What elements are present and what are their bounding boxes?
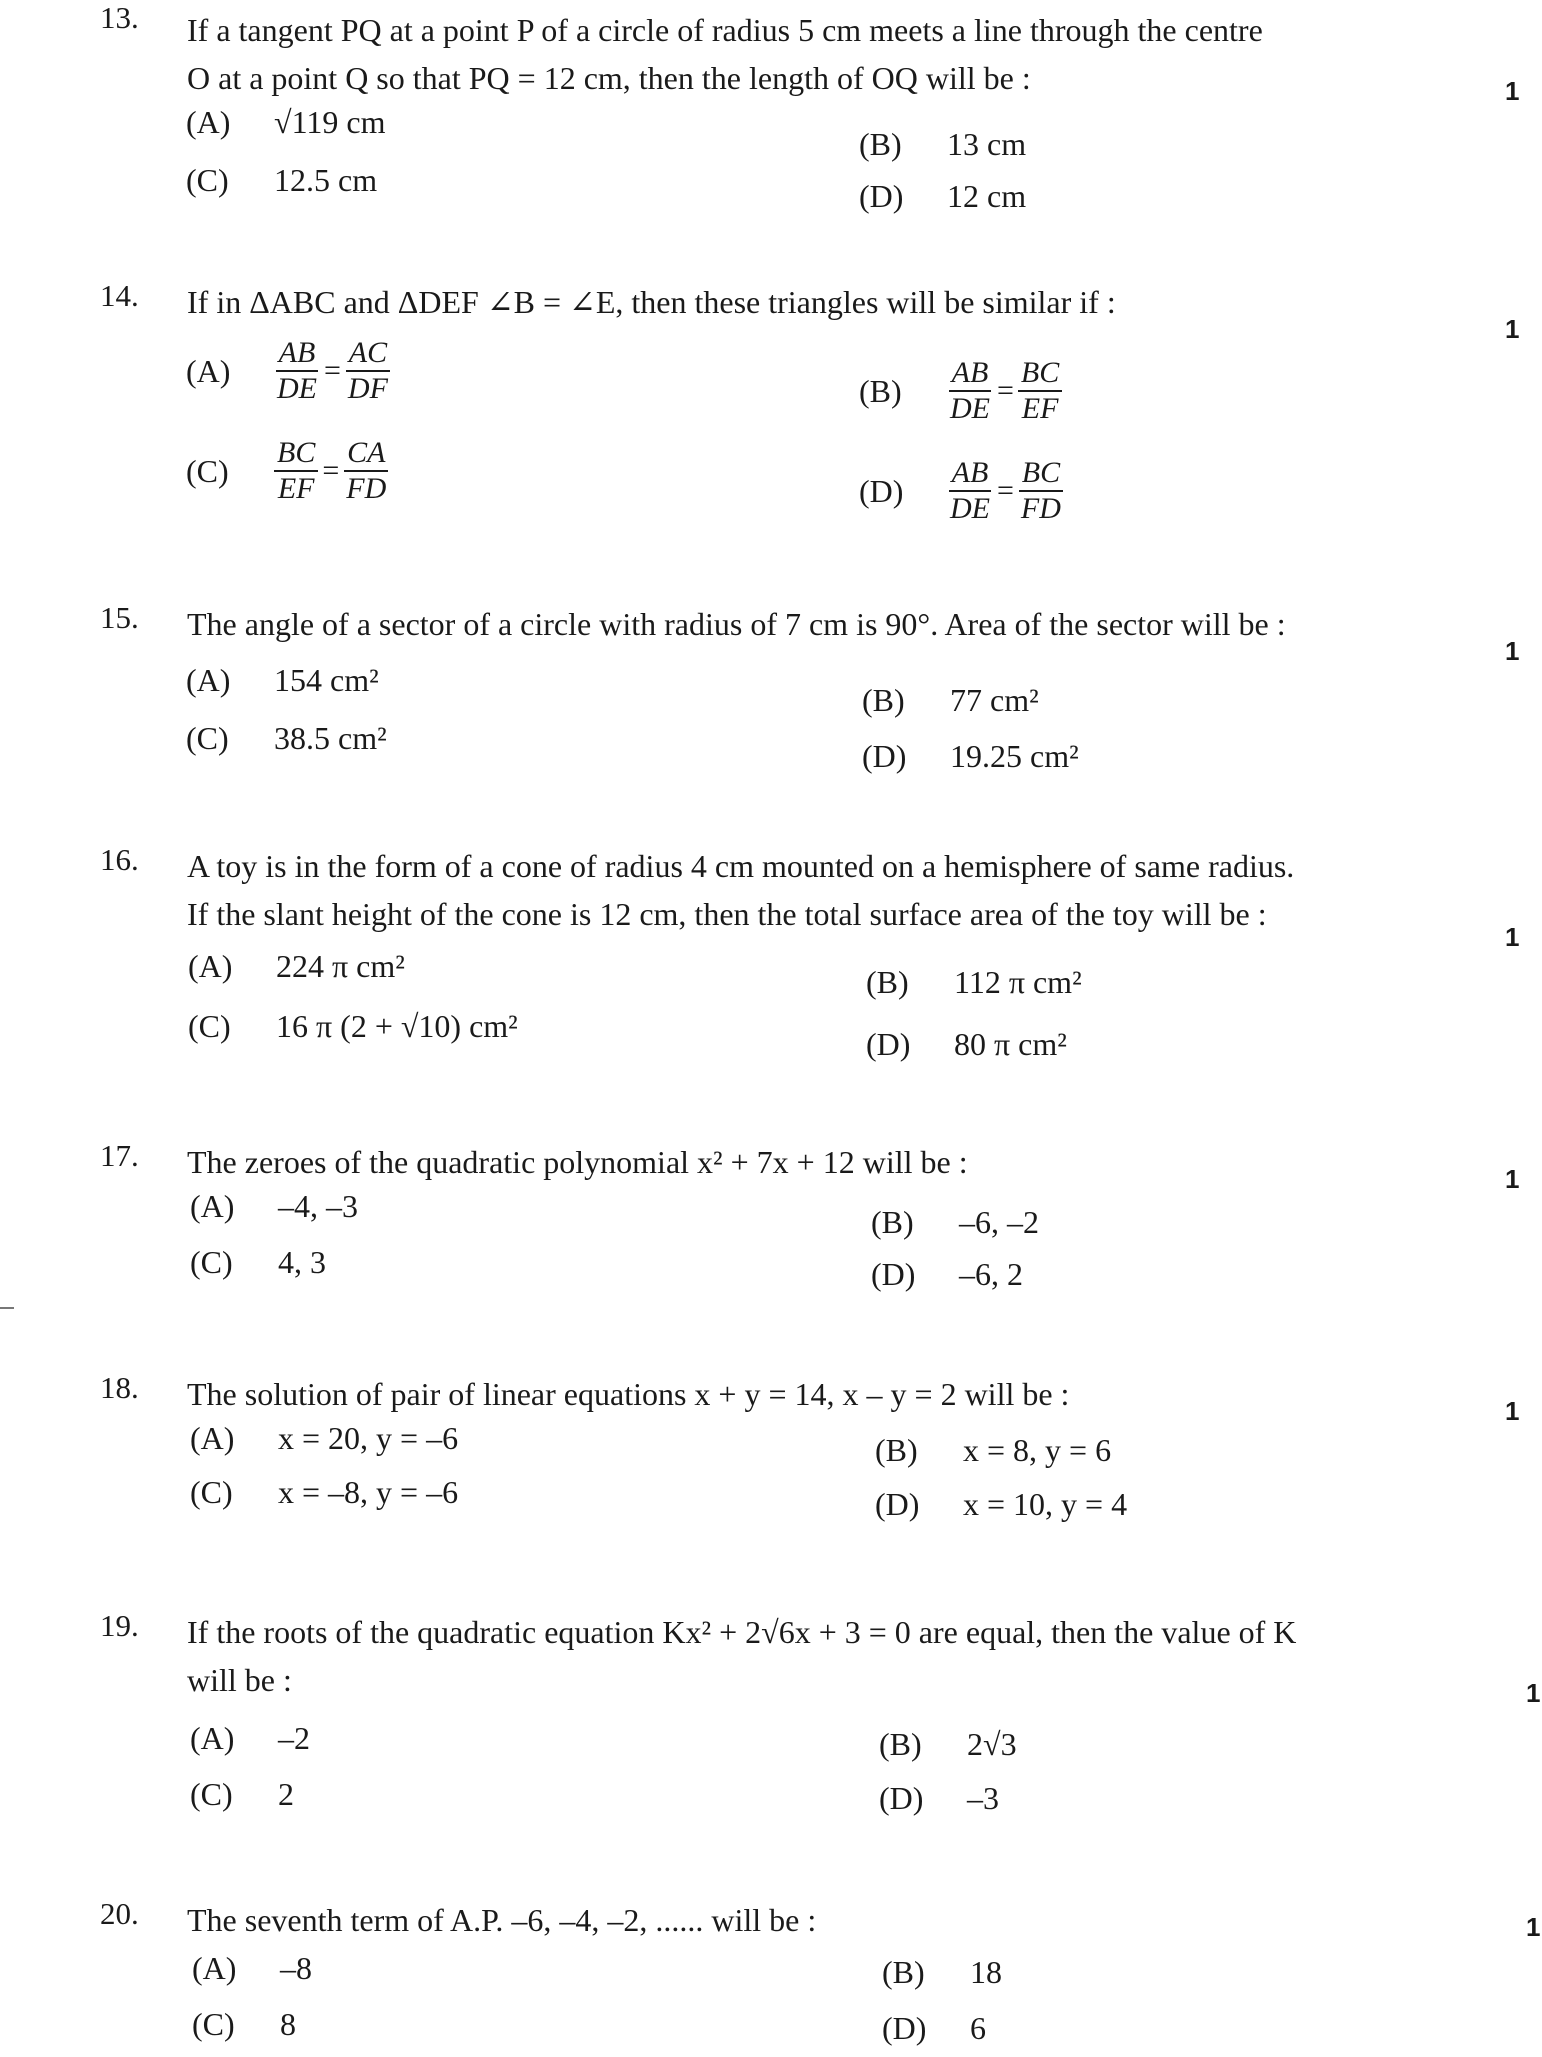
option-value: 77 cm²	[950, 682, 1039, 718]
option-value: 12 cm	[947, 178, 1027, 214]
option-label: (B)	[859, 372, 902, 409]
option-d	[875, 1486, 1127, 1523]
question-text-line: The seventh term of A.P. –6, –4, –2, ...... will be :	[187, 1902, 817, 1938]
option-value: 80 π cm²	[954, 1026, 1067, 1062]
question-text-line: If in ΔABC and ΔDEF ∠B = ∠E, then these triangles will be similar if :	[187, 284, 1116, 320]
option-a	[186, 336, 391, 406]
option-a	[186, 662, 379, 699]
fraction	[274, 336, 320, 406]
option-value: –6, –2	[959, 1204, 1039, 1240]
option-value: x = –8, y = –6	[278, 1474, 459, 1510]
question-number: 14.	[100, 278, 139, 313]
option-c	[190, 1474, 458, 1511]
option-d	[879, 1780, 999, 1817]
option-value: –3	[967, 1780, 999, 1816]
denominator: DE	[950, 392, 990, 425]
question-text-line: The zeroes of the quadratic polynomial x² + 7x + 12 will be :	[187, 1144, 968, 1180]
numerator: CA	[344, 436, 388, 472]
question-number: 16.	[100, 842, 139, 877]
denominator: DF	[347, 372, 388, 405]
option-a	[188, 948, 405, 985]
option-value: 12.5 cm	[274, 162, 378, 198]
option-label: (B)	[879, 1726, 922, 1762]
question-text	[187, 842, 1502, 938]
option-value: 16 π (2 + √10) cm²	[276, 1008, 518, 1044]
question-number: 20.	[100, 1896, 139, 1931]
option-value: x = 20, y = –6	[278, 1420, 459, 1456]
question-number: 18.	[100, 1370, 139, 1405]
option-label: (C)	[190, 1474, 233, 1510]
denominator: EF	[1021, 392, 1059, 425]
marks-badge: 1	[1526, 1678, 1541, 1708]
option-label: (A)	[186, 662, 231, 698]
question-number: 15.	[100, 600, 139, 635]
option-label: (B)	[866, 964, 909, 1000]
denominator: DE	[950, 492, 990, 525]
option-value: –6, 2	[959, 1256, 1023, 1292]
option-a	[190, 1188, 358, 1225]
option-label: (A)	[186, 352, 231, 389]
option-value: 224 π cm²	[276, 948, 405, 984]
question-text-line: If the slant height of the cone is 12 cm, then the total surface area of the toy will be :	[187, 896, 1267, 932]
option-c	[192, 2006, 296, 2043]
option-value: 38.5 cm²	[274, 720, 387, 756]
option-label: (C)	[188, 1008, 231, 1044]
option-value: 2	[278, 1776, 294, 1812]
option-c	[188, 1008, 518, 1045]
question-text	[187, 1370, 1502, 1418]
fraction	[1018, 456, 1064, 526]
option-a	[190, 1420, 458, 1457]
option-label: (B)	[871, 1204, 914, 1240]
question-number: 19.	[100, 1608, 139, 1643]
question-text-line: The angle of a sector of a circle with radius of 7 cm is 90°. Area of the sector will be :	[187, 606, 1286, 642]
numerator: AB	[949, 456, 992, 492]
fraction	[343, 436, 389, 506]
question-text-line: If a tangent PQ at a point P of a circle of radius 5 cm meets a line through the centre	[187, 12, 1263, 48]
option-c	[190, 1244, 326, 1281]
option-label: (D)	[866, 1026, 911, 1062]
option-value: –8	[280, 1950, 312, 1986]
marks-badge: 1	[1505, 76, 1520, 106]
option-label: (D)	[859, 178, 904, 214]
question-text	[187, 1608, 1502, 1704]
equals-sign: =	[997, 474, 1014, 507]
option-value: 112 π cm²	[954, 964, 1082, 1000]
option-value: √119 cm	[274, 104, 386, 140]
option-value: 19.25 cm²	[950, 738, 1079, 774]
marks-badge: 1	[1505, 1164, 1520, 1194]
option-a	[186, 104, 385, 141]
option-c	[190, 1776, 294, 1813]
option-d	[859, 178, 1026, 215]
fraction	[345, 336, 391, 406]
option-label: (B)	[862, 682, 905, 718]
option-value: 6	[970, 2010, 986, 2046]
option-label: (D)	[862, 738, 907, 774]
fraction	[947, 456, 993, 526]
marks-badge: 1	[1505, 1396, 1520, 1426]
option-d	[871, 1256, 1023, 1293]
option-value: 154 cm²	[274, 662, 379, 698]
option-value: 2√3	[967, 1726, 1017, 1762]
numerator: BC	[1018, 356, 1062, 392]
question-number: 17.	[100, 1138, 139, 1173]
marks-badge: 1	[1505, 314, 1520, 344]
denominator: FD	[1020, 492, 1061, 525]
numerator: BC	[1019, 456, 1063, 492]
option-label: (B)	[882, 1954, 925, 1990]
option-c	[186, 720, 387, 757]
option-label: (A)	[190, 1188, 235, 1224]
option-label: (A)	[190, 1720, 235, 1756]
option-c	[186, 436, 389, 506]
question-text-line: A toy is in the form of a cone of radius 4 cm mounted on a hemisphere of same radius.	[187, 848, 1295, 884]
scan-edge-mark	[0, 1307, 14, 1309]
option-label: (C)	[186, 720, 229, 756]
numerator: BC	[274, 436, 318, 472]
option-label: (A)	[192, 1950, 237, 1986]
option-value: 8	[280, 2006, 296, 2042]
option-d	[862, 738, 1079, 775]
option-label: (A)	[188, 948, 233, 984]
question-text	[187, 1896, 1502, 1944]
option-label: (C)	[190, 1776, 233, 1812]
option-label: (D)	[882, 2010, 927, 2046]
option-c	[186, 162, 377, 199]
marks-badge: 1	[1505, 636, 1520, 666]
equals-sign: =	[997, 374, 1014, 407]
question-text-line: O at a point Q so that PQ = 12 cm, then the length of OQ will be :	[187, 60, 1031, 96]
option-a	[190, 1720, 310, 1757]
option-a	[192, 1950, 312, 1987]
question-text	[187, 278, 1502, 326]
question-number: 13.	[100, 0, 139, 35]
fraction	[1018, 356, 1062, 426]
equals-sign: =	[322, 454, 340, 487]
equals-sign: =	[324, 354, 341, 387]
marks-badge: 1	[1505, 922, 1520, 952]
option-b	[875, 1432, 1111, 1469]
option-value: 18	[970, 1954, 1002, 1990]
option-label: (C)	[192, 2006, 235, 2042]
question-text-line: The solution of pair of linear equations x + y = 14, x – y = 2 will be :	[187, 1376, 1070, 1412]
option-b	[882, 1954, 1002, 1991]
option-b	[859, 356, 1062, 426]
option-label: (C)	[186, 162, 229, 198]
question-text	[187, 600, 1502, 648]
option-d	[866, 1026, 1067, 1063]
option-label: (C)	[190, 1244, 233, 1280]
option-b	[862, 682, 1039, 719]
option-label: (C)	[186, 452, 229, 489]
option-value: x = 10, y = 4	[963, 1486, 1128, 1522]
option-label: (D)	[875, 1486, 920, 1522]
numerator: AB	[276, 336, 319, 372]
option-d	[882, 2010, 986, 2047]
option-b	[871, 1204, 1039, 1241]
numerator: AC	[346, 336, 390, 372]
denominator: DE	[277, 372, 317, 405]
option-value: –4, –3	[278, 1188, 358, 1224]
fraction	[274, 436, 318, 506]
option-label: (D)	[859, 472, 904, 509]
option-label: (A)	[190, 1420, 235, 1456]
marks-badge: 1	[1526, 1912, 1541, 1942]
option-label: (A)	[186, 104, 231, 140]
option-value: 13 cm	[947, 126, 1027, 162]
denominator: EF	[277, 472, 315, 505]
option-label: (D)	[871, 1256, 916, 1292]
option-value: x = 8, y = 6	[963, 1432, 1112, 1468]
question-text	[187, 1138, 1502, 1186]
question-text-line: will be :	[187, 1662, 292, 1698]
option-value: 4, 3	[278, 1244, 326, 1280]
question-text-line: If the roots of the quadratic equation Kx² + 2√6x + 3 = 0 are equal, then the value of K	[187, 1614, 1297, 1650]
option-b	[866, 964, 1082, 1001]
option-label: (B)	[859, 126, 902, 162]
option-value: –2	[278, 1720, 310, 1756]
option-b	[879, 1726, 1017, 1763]
option-d	[859, 456, 1064, 526]
fraction	[947, 356, 993, 426]
option-b	[859, 126, 1026, 163]
option-label: (D)	[879, 1780, 924, 1816]
option-label: (B)	[875, 1432, 918, 1468]
numerator: AB	[949, 356, 992, 392]
denominator: FD	[346, 472, 387, 505]
question-text	[187, 6, 1502, 102]
